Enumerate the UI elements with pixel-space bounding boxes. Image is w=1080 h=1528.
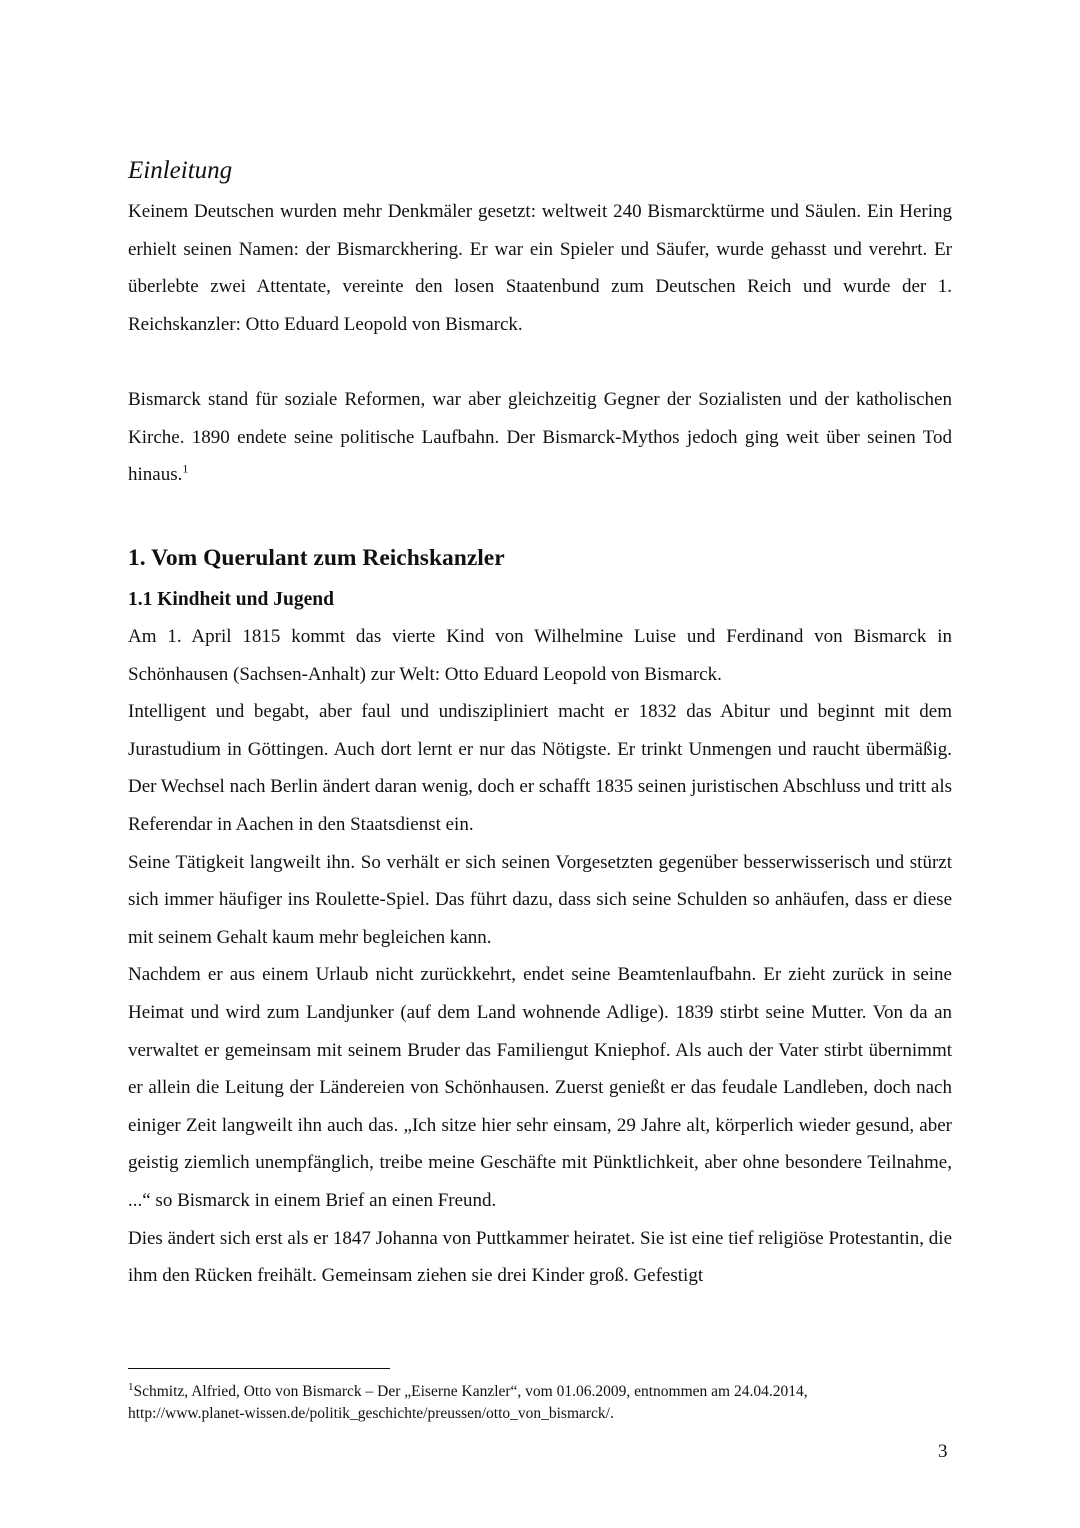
- section-body: [128, 618, 952, 1295]
- footnote-line-1: Schmitz, Alfried, Otto von Bismarck – Der „Eiserne Kanzler“, vom 01.06.2009, entnommen am 24.04.2014,: [133, 1383, 808, 1400]
- body-block-4: Nachdem er aus einem Urlaub nicht zurückkehrt, endet seine Beamtenlaufbahn. Er zieht zurück in seine Heimat und wird zum Landjunker (auf dem Land wohnende Adlige). 1839 stirbt seine Mutter. Von da an verwaltet er gemeinsam mit seinem Bruder das Familiengut Kniephof. Als auch der Vater stirbt übernimmt er allein die Leitung der Ländereien von Schönhausen. Zuerst genießt er das feudale Landleben, doch nach einiger Zeit langweilt ihn auch das. „Ich sitze hier sehr einsam, 29 Jahre alt, körperlich wieder gesund, aber geistig ziemlich unempfänglich, treibe meine Geschäfte mit Pünktlichkeit, aber ohne besondere Teilnahme, ...“ so Bismarck in einem Brief an einen Freund.: [128, 964, 952, 1211]
- intro-heading: Einleitung: [128, 157, 233, 184]
- intro-paragraph-1: Keinem Deutschen wurden mehr Denkmäler gesetzt: weltweit 240 Bismarcktürme und Säulen. Ein Hering erhielt seinen Namen: der Bismarckhering. Er war ein Spieler und Säufer, wurde gehasst und verehrt. Er überlebte zwei Attentate, vereinte den losen Staatenbund zum Deutschen Reich und wurde der 1. Reichskanzler: Otto Eduard Leopold von Bismarck.: [128, 201, 952, 335]
- intro-paragraph-2: [128, 381, 952, 494]
- page-number: 3: [938, 1441, 948, 1462]
- intro-paragraph-2-text: Bismarck stand für soziale Reformen, war aber gleichzeitig Gegner der Sozialisten und der katholischen Kirche. 1890 endete seine politische Laufbahn. Der Bismarck-Mythos jedoch ging weit über seinen Tod hinaus.: [128, 389, 952, 486]
- body-block-5: Dies ändert sich erst als er 1847 Johanna von Puttkammer heiratet. Sie ist eine tief religiöse Protestantin, die ihm den Rücken freihält. Gemeinsam ziehen sie drei Kinder groß. Gefestigt: [128, 1227, 952, 1287]
- section-heading: 1. Vom Querulant zum Reichskanzler: [128, 545, 505, 571]
- body-block-2: Intelligent und begabt, aber faul und undiszipliniert macht er 1832 das Abitur und beginnt mit dem Jurastudium in Göttingen. Auch dort lernt er nur das Nötigste. Er trinkt Unmengen und raucht übermäßig. Der Wechsel nach Berlin ändert daran wenig, doch er schafft 1835 seinen juristischen Abschluss und tritt als Referendar in Aachen in den Staatsdienst ein.: [128, 701, 952, 835]
- footnote-divider: [128, 1368, 390, 1369]
- body-block-1: Am 1. April 1815 kommt das vierte Kind von Wilhelmine Luise und Ferdinand von Bismarck in Schönhausen (Sachsen-Anhalt) zur Welt: Otto Eduard Leopold von Bismarck.: [128, 626, 952, 685]
- body-block-3: Seine Tätigkeit langweilt ihn. So verhält er sich seinen Vorgesetzten gegenüber besserwisserisch und stürzt sich immer häufiger ins Roulette-Spiel. Das führt dazu, dass sich seine Schulden so anhäufen, dass er diese mit seinem Gehalt kaum mehr begleichen kann.: [128, 851, 952, 948]
- subsection-heading: 1.1 Kindheit und Jugend: [128, 589, 334, 610]
- footnote: [128, 1381, 952, 1425]
- footnote-mark: 1: [128, 1380, 134, 1393]
- footnote-line-2: http://www.planet-wissen.de/politik_geschichte/preussen/otto_von_bismarck/.: [128, 1405, 614, 1422]
- footnote-reference: 1: [182, 461, 189, 476]
